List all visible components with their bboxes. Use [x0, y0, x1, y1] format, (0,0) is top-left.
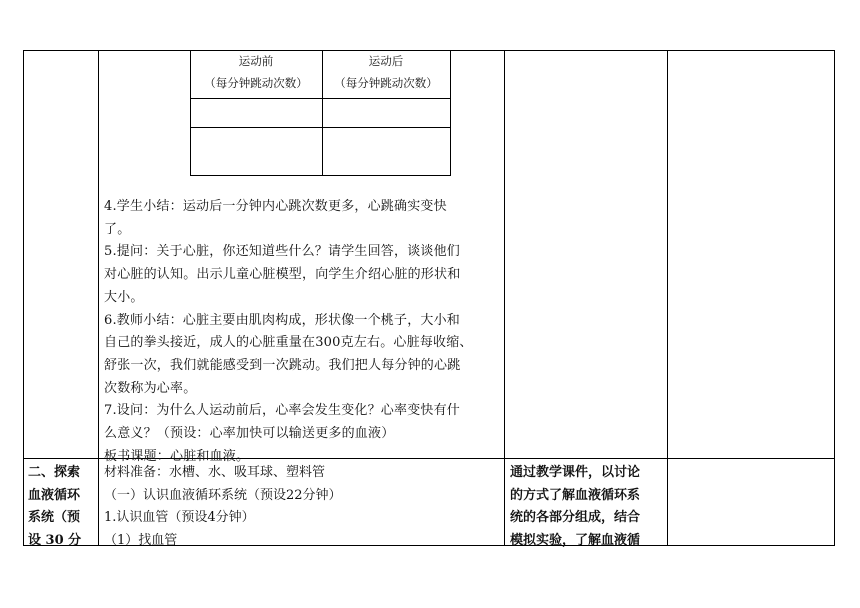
intent-line: 通过教学课件，以讨论	[510, 465, 641, 480]
stage-title	[28, 462, 96, 552]
process-line: 5.提问：关于心脏，你还知道些什么？请学生回答，谈谈他们	[104, 244, 461, 260]
table-border-left	[23, 50, 24, 546]
header-after-unit: （每分钟跳动次数）	[334, 76, 438, 90]
header-before-unit: （每分钟跳动次数）	[204, 76, 308, 90]
process-line: 4.学生小结：运动后一分钟内心跳次数更多，心跳确实变快	[104, 199, 447, 214]
process-line: 材料准备：水槽、水、吸耳球、塑料管	[104, 465, 326, 480]
stage-title-line: 血液循环	[28, 487, 81, 503]
process-line: 7.设问：为什么人运动前后，心率会发生变化？心率变快有什	[104, 403, 461, 419]
header-before-title: 运动前	[238, 54, 274, 68]
intent-line: 的方式了解血液循环系	[510, 487, 641, 503]
process-line: 自己的拳头接近，成人的心脏重量在300克左右。心脏每收缩、	[104, 335, 473, 351]
process-line: 次数称为心率。	[104, 380, 197, 396]
process-line: 舒张一次，我们就能感受到一次跳动。我们把人每分钟的心跳	[104, 357, 461, 373]
process-line: 大小。	[104, 289, 144, 305]
stage2-process-text	[104, 462, 500, 552]
stage-title-line: 系统（预	[28, 510, 81, 525]
process-line: 6.教师小结：心脏主要由肌肉构成，形状像一个桃子，大小和	[104, 312, 461, 328]
column-divider-1	[98, 50, 99, 546]
intent-line: 模拟实验，了解血液循	[510, 532, 641, 548]
process-line: 板书课题：心脏和血液。	[104, 448, 250, 464]
column-divider-3	[667, 50, 668, 546]
header-before-exercise	[190, 50, 322, 94]
design-intent-text	[510, 462, 664, 552]
stage-title-line: 设 30 分	[28, 532, 82, 548]
column-divider-2	[504, 50, 505, 546]
process-line: 1.认识血管（预设4分钟）	[104, 510, 255, 525]
table-border-right	[834, 50, 835, 546]
heartbeat-record-table	[190, 50, 451, 176]
process-line: 对心脏的认知。出示儿童心脏模型，向学生介绍心脏的形状和	[104, 267, 461, 283]
header-after-title: 运动后	[368, 54, 404, 68]
process-line: 么意义？（预设：心率加快可以输送更多的血液）	[104, 426, 395, 442]
teaching-process-text	[104, 196, 500, 468]
process-line: （一）认识血液循环系统（预设22分钟）	[104, 487, 342, 503]
stage-title-line: 二、探索	[28, 465, 81, 480]
header-after-exercise	[322, 50, 450, 94]
process-line: 了。	[104, 221, 131, 237]
process-line: （1）找血管	[104, 532, 178, 548]
intent-line: 统的各部分组成，结合	[510, 510, 641, 525]
